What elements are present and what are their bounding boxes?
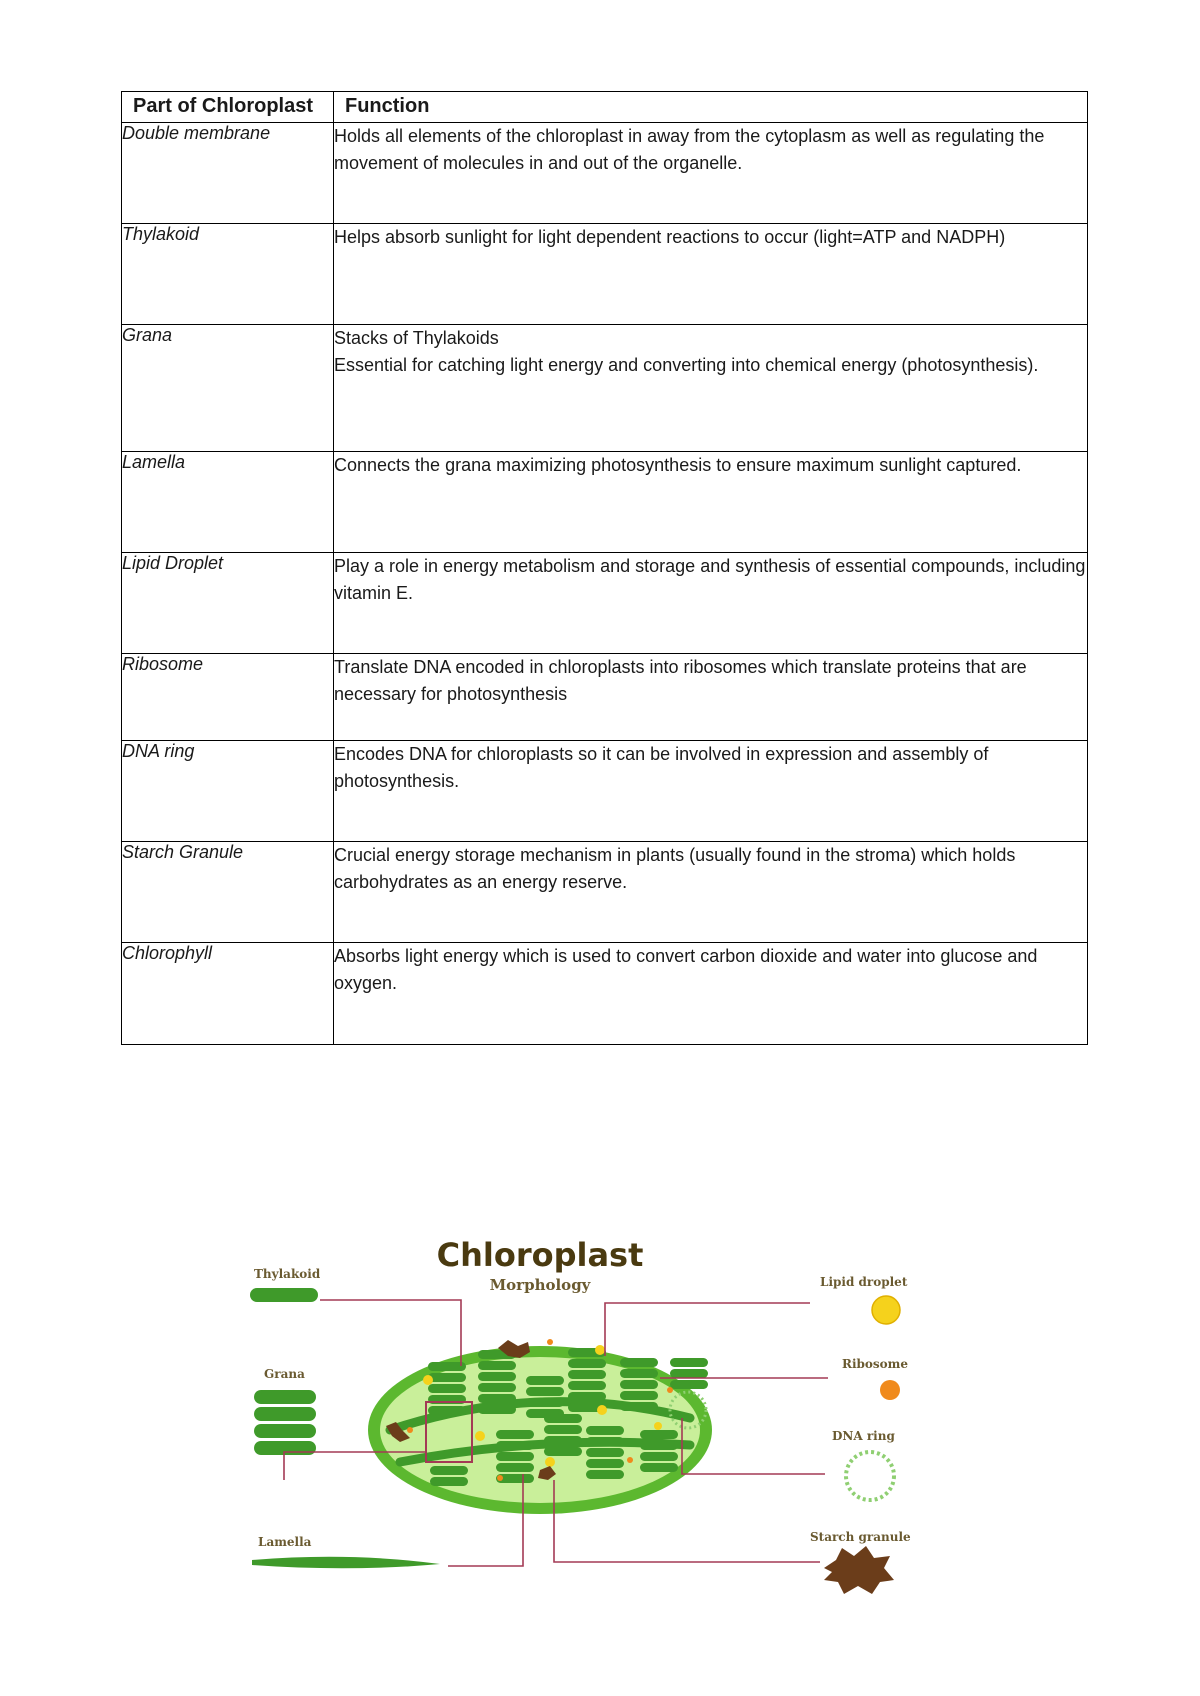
part-name-cell: DNA ring (122, 741, 334, 842)
thylakoid-disc (496, 1430, 534, 1439)
thylakoid-disc (526, 1376, 564, 1385)
thylakoid-disc (430, 1477, 468, 1486)
table-row (122, 842, 1088, 943)
table-row (122, 741, 1088, 842)
thylakoid-disc (586, 1437, 624, 1446)
thylakoid-disc (428, 1373, 466, 1382)
thylakoid-disc (544, 1425, 582, 1434)
table-row (122, 654, 1088, 741)
thylakoid-disc (670, 1358, 708, 1367)
thylakoid-disc (544, 1436, 582, 1445)
function-cell (334, 452, 1088, 553)
ribosome-icon (880, 1380, 900, 1400)
function-cell (334, 553, 1088, 654)
diagram-subtitle: Morphology (489, 1276, 591, 1294)
thylakoid-disc (670, 1369, 708, 1378)
table-row (122, 452, 1088, 553)
function-text: Stacks of Thylakoids (334, 328, 499, 348)
label-ribosome: Ribosome (842, 1357, 909, 1371)
thylakoid-disc (430, 1466, 468, 1475)
table-row (122, 325, 1088, 452)
part-name-cell: Chlorophyll (122, 943, 334, 1045)
lipid-droplet-icon (872, 1296, 900, 1324)
thylakoid-disc (428, 1406, 466, 1415)
chloroplast-diagram (250, 1230, 930, 1610)
table-row (122, 943, 1088, 1045)
grana-icon (254, 1390, 316, 1455)
thylakoid-disc (544, 1414, 582, 1423)
function-text: Crucial energy storage mechanism in plants (usually found in the stroma) which holds carbohydrates as an energy reserve. (334, 845, 1016, 892)
thylakoid-disc (428, 1384, 466, 1393)
thylakoid-disc (568, 1381, 606, 1390)
header-part: Part of Chloroplast (122, 92, 334, 123)
function-text: Essential for catching light energy and converting into chemical energy (photosynthesis). (334, 355, 1039, 375)
thylakoid-disc (586, 1459, 624, 1468)
thylakoid-disc (620, 1358, 658, 1367)
chloroplast-parts-table (121, 91, 1088, 1045)
part-name-cell: Starch Granule (122, 842, 334, 943)
thylakoid-disc (586, 1426, 624, 1435)
thylakoid-disc (640, 1452, 678, 1461)
function-cell (334, 325, 1088, 452)
thylakoid-disc (526, 1398, 564, 1407)
thylakoid-disc (568, 1392, 606, 1401)
table-row (122, 224, 1088, 325)
label-dna-ring: DNA ring (832, 1429, 895, 1443)
part-name-cell: Lamella (122, 452, 334, 553)
part-name-cell: Double membrane (122, 123, 334, 224)
thylakoid-disc (478, 1383, 516, 1392)
part-name-cell: Grana (122, 325, 334, 452)
function-text: Holds all elements of the chloroplast in away from the cytoplasm as well as regulating the movement of molecules in and out of the organelle. (334, 126, 1045, 173)
table-row (122, 123, 1088, 224)
starch-granule-icon (824, 1546, 894, 1594)
thylakoid-icon (250, 1288, 318, 1302)
diagram-title: Chloroplast (436, 1236, 644, 1274)
thylakoid-disc (526, 1387, 564, 1396)
label-starch-granule: Starch granule (810, 1530, 911, 1544)
lamella-icon (252, 1557, 440, 1568)
thylakoid-disc (478, 1394, 516, 1403)
thylakoid-disc (496, 1452, 534, 1461)
thylakoid-disc (640, 1463, 678, 1472)
function-cell (334, 123, 1088, 224)
thylakoid-disc (544, 1447, 582, 1456)
function-text: Helps absorb sunlight for light dependent reactions to occur (light=ATP and NADPH) (334, 227, 1006, 247)
thylakoid-disc (568, 1359, 606, 1368)
thylakoid-disc (496, 1463, 534, 1472)
thylakoid-disc (586, 1470, 624, 1479)
function-cell (334, 654, 1088, 741)
function-cell (334, 943, 1088, 1045)
thylakoid-disc (620, 1402, 658, 1411)
thylakoid-disc (586, 1448, 624, 1457)
function-text: Absorbs light energy which is used to convert carbon dioxide and water into glucose and oxygen. (334, 946, 1038, 993)
table-header-row (122, 92, 1088, 123)
part-name-cell: Lipid Droplet (122, 553, 334, 654)
function-text: Translate DNA encoded in chloroplasts into ribosomes which translate proteins that are necessary for photosynthesis (334, 657, 1027, 704)
thylakoid-disc (620, 1369, 658, 1378)
thylakoid-disc (478, 1405, 516, 1414)
function-text: Connects the grana maximizing photosynthesis to ensure maximum sunlight captured. (334, 455, 1022, 475)
label-thylakoid: Thylakoid (254, 1267, 321, 1281)
thylakoid-disc (640, 1441, 678, 1450)
thylakoid-disc (620, 1380, 658, 1389)
function-cell (334, 224, 1088, 325)
function-text: Play a role in energy metabolism and storage and synthesis of essential compounds, including vitamin E. (334, 556, 1086, 603)
thylakoid-disc (568, 1370, 606, 1379)
thylakoid-disc (620, 1391, 658, 1400)
thylakoid-disc (496, 1441, 534, 1450)
function-text: Encodes DNA for chloroplasts so it can be involved in expression and assembly of photosynthesis. (334, 744, 989, 791)
label-grana: Grana (264, 1367, 305, 1381)
header-function: Function (334, 92, 1088, 123)
dna-ring-icon (846, 1452, 894, 1500)
thylakoid-disc (478, 1361, 516, 1370)
table-row (122, 553, 1088, 654)
function-cell (334, 741, 1088, 842)
part-name-cell: Thylakoid (122, 224, 334, 325)
thylakoid-disc (670, 1380, 708, 1389)
label-lamella: Lamella (258, 1535, 312, 1549)
part-name-cell: Ribosome (122, 654, 334, 741)
function-cell (334, 842, 1088, 943)
thylakoid-disc (640, 1430, 678, 1439)
label-lipid-droplet: Lipid droplet (820, 1275, 908, 1289)
thylakoid-disc (478, 1372, 516, 1381)
